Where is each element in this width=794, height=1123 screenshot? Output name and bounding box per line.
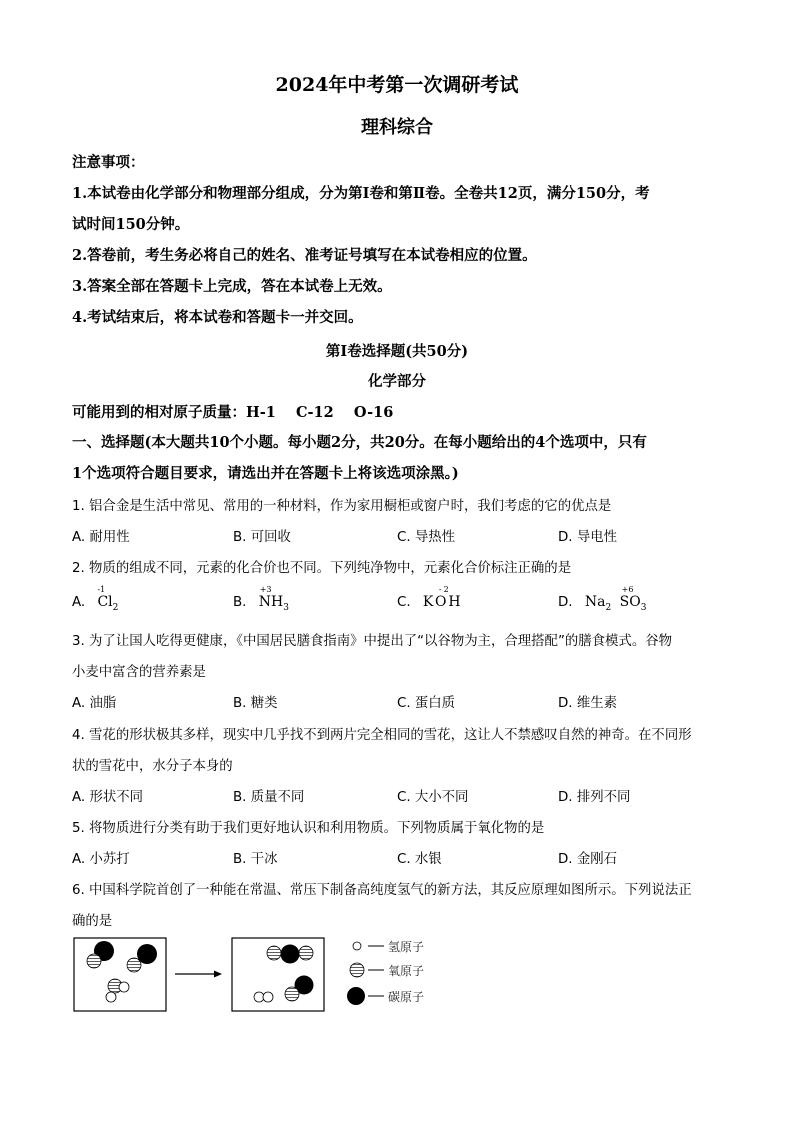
hydrogen-atom xyxy=(119,982,129,992)
q4-option-b: B. 质量不同 xyxy=(233,790,305,805)
valence-mark: -1 xyxy=(97,585,106,594)
question-6-stem: 6. 中国科学院首创了一种能在常温、常压下制备高纯度氢气的新方法，其反应原理如图所示。下列说法正 xyxy=(72,883,692,898)
formula-text: KOH xyxy=(422,594,463,610)
legend-oxygen-symbol xyxy=(350,963,364,977)
atomic-mass: 可能用到的相对原子质量：H-1 C-12 O-16 xyxy=(72,404,394,421)
valence-mark: +3 xyxy=(259,585,272,594)
notice-heading: 注意事项： xyxy=(72,154,145,171)
question-6-stem-cont: 确的是 xyxy=(72,914,113,929)
q4-option-d: D. 排列不同 xyxy=(558,790,631,805)
formula-text: NH xyxy=(258,594,284,610)
formula-subscript: 2 xyxy=(605,603,612,613)
oxygen-atom xyxy=(285,987,299,1001)
part1-title: 第Ⅰ卷选择题(共50分) xyxy=(325,343,469,360)
legend-carbon-symbol xyxy=(347,987,365,1005)
legend-oxygen-label: 氧原子 xyxy=(388,964,425,978)
legend-hydrogen-label: 氢原子 xyxy=(388,940,425,954)
hydrogen-atom xyxy=(263,992,273,1002)
question-3-stem: 3. 为了让国人吃得更健康，《中国居民膳食指南》中提出了“以谷物为主，合理搭配”的膳食模式。谷物 xyxy=(72,634,673,649)
q2-option-b-label: B. xyxy=(233,595,247,610)
section1-line2: 1个选项符合题目要求，请选出并在答题卡上将该选项涂黑。) xyxy=(72,465,459,482)
question-4-stem: 4. 雪花的形状极其多样，现实中几乎找不到两片完全相同的雪花，这让人不禁感叹自然的神奇。在不同形 xyxy=(72,728,692,743)
exam-subtitle: 理科综合 xyxy=(361,117,433,138)
q4-option-a: A. 形状不同 xyxy=(72,790,143,805)
q5-option-c: C. 水银 xyxy=(397,852,442,867)
exam-title: 2024年中考第一次调研考试 xyxy=(275,74,519,96)
oxygen-atom xyxy=(299,946,313,960)
question-2-stem: 2. 物质的组成不同，元素的化合价也不同。下列纯净物中，元素化合价标注正确的是 xyxy=(72,561,572,576)
q5-option-a: A. 小苏打 xyxy=(72,852,130,867)
valence-mark: -2 xyxy=(438,585,451,594)
notice-item-3: 3.答案全部在答题卡上完成，答在本试卷上无效。 xyxy=(72,278,392,295)
q5-option-b: B. 干冰 xyxy=(233,852,278,867)
question-3-stem-cont: 小麦中富含的营养素是 xyxy=(72,665,206,680)
notice-item-1: 1.本试卷由化学部分和物理部分组成，分为第Ⅰ卷和第Ⅱ卷。全卷共12页，满分150分，考 xyxy=(72,185,650,202)
question-4-stem-cont: 状的雪花中，水分子本身的 xyxy=(72,759,233,774)
legend-carbon-label: 碳原子 xyxy=(388,990,425,1004)
hydrogen-atom xyxy=(254,992,264,1002)
q3-option-b: B. 糖类 xyxy=(233,696,278,711)
arrow-head xyxy=(214,971,222,978)
question-1-stem: 1. 铝合金是生活中常见、常用的一种材料，作为家用橱柜或窗户时，我们考虑的它的优点是 xyxy=(72,499,612,514)
q2-option-c-label: C. xyxy=(397,595,411,610)
q2-option-d-label: D. xyxy=(558,595,573,610)
q5-option-d: D. 金刚石 xyxy=(558,852,617,867)
legend-hydrogen-symbol xyxy=(353,942,361,950)
oxygen-atom xyxy=(267,946,281,960)
formula-text: SO xyxy=(619,594,641,610)
formula-subscript: 3 xyxy=(283,603,289,613)
q3-option-a: A. 油脂 xyxy=(72,696,117,711)
q1-option-a: A. 耐用性 xyxy=(72,530,130,545)
formula-subscript: 3 xyxy=(640,603,647,613)
q3-option-c: C. 蛋白质 xyxy=(397,696,456,711)
q1-option-d: D. 导电性 xyxy=(558,530,617,545)
formula-subscript: 2 xyxy=(112,603,119,613)
oxygen-atom xyxy=(87,954,101,968)
q3-option-d: D. 维生素 xyxy=(558,696,617,711)
carbon-atom xyxy=(281,945,300,964)
q1-option-c: C. 导热性 xyxy=(397,530,456,545)
q2-option-a-label: A. xyxy=(72,595,86,610)
notice-item-2: 2.答卷前，考生务必将自己的姓名、准考证号填写在本试卷相应的位置。 xyxy=(72,247,537,264)
q1-option-b: B. 可回收 xyxy=(233,530,291,545)
hydrogen-atom xyxy=(106,992,116,1002)
valence-mark: +6 xyxy=(621,585,634,594)
q4-option-c: C. 大小不同 xyxy=(397,790,469,805)
formula-text: Na xyxy=(584,594,606,610)
oxygen-atom xyxy=(127,958,141,972)
chem-title: 化学部分 xyxy=(368,373,426,390)
question-5-stem: 5. 将物质进行分类有助于我们更好地认识和利用物质。下列物质属于氧化物的是 xyxy=(72,821,545,836)
section1-line1: 一、选择题(本大题共10个小题。每小题2分，共20分。在每小题给出的4个选项中，只有 xyxy=(72,434,647,451)
notice-item-4: 4.考试结束后，将本试卷和答题卡一并交回。 xyxy=(72,309,363,326)
formula-text: Cl xyxy=(97,594,113,610)
notice-item-1-cont: 试时间150分钟。 xyxy=(72,216,190,233)
